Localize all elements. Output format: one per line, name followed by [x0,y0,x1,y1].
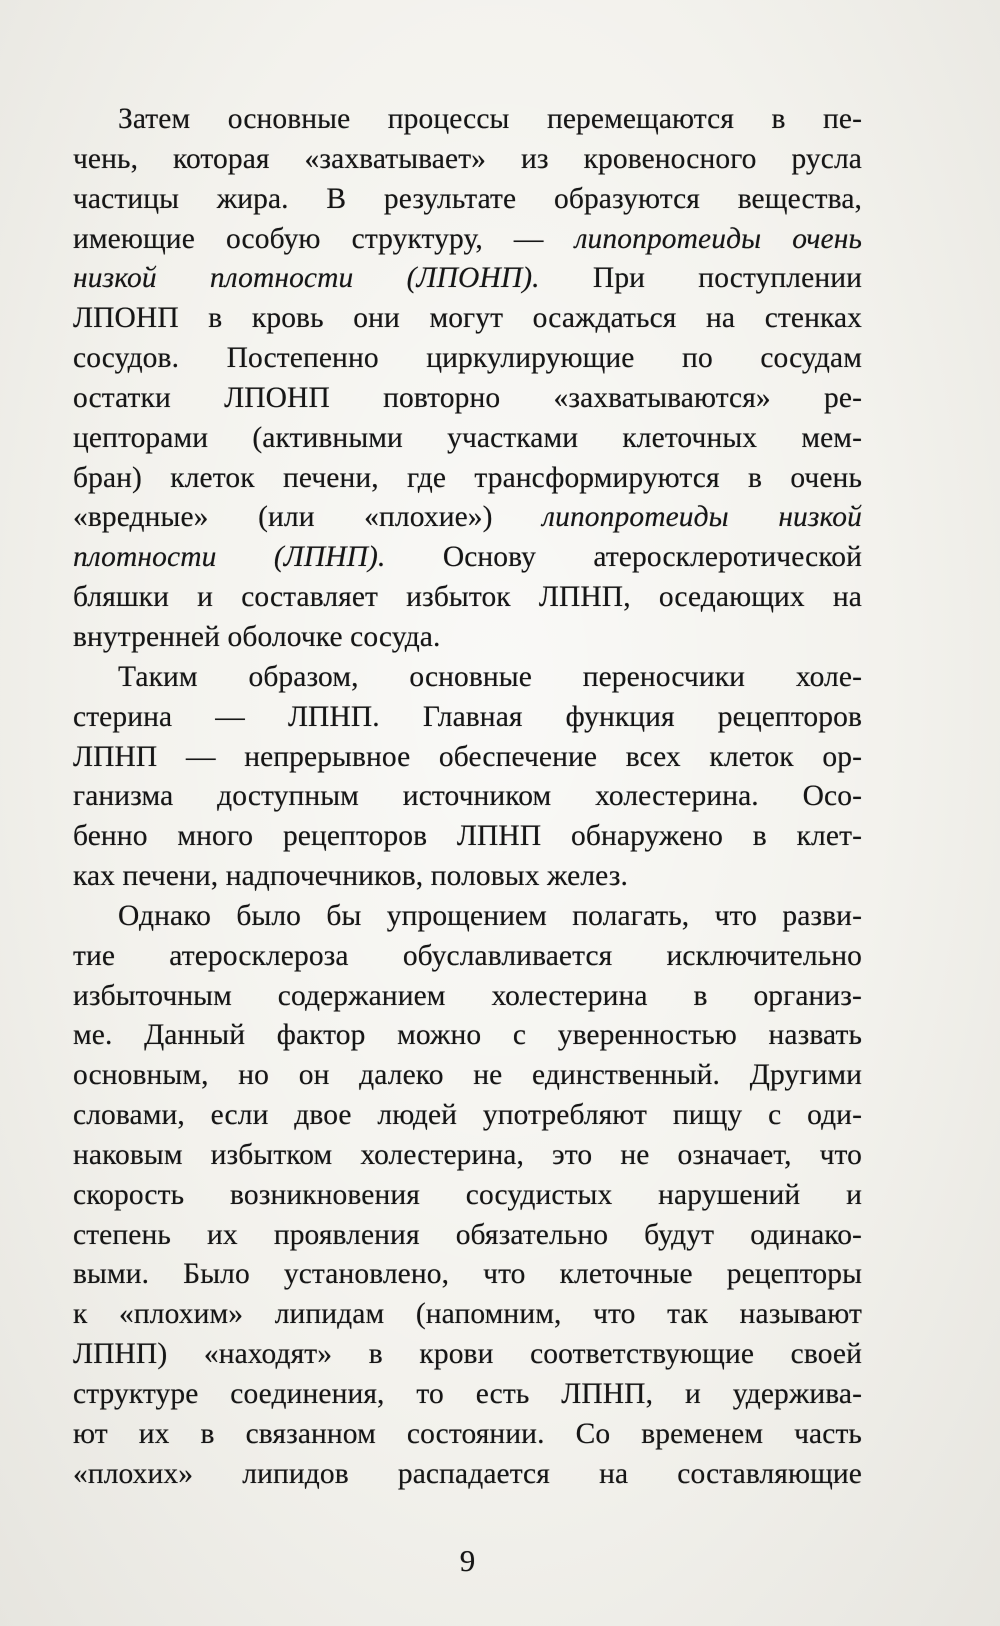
text-segment: Затем основные процессы перемещаются в пе- [118,103,862,135]
text-line [73,1136,862,1176]
text-segment: ме. Данный фактор можно с уверенностью назвать [73,1019,862,1052]
italic-text-segment: липопротеиды низкой [542,501,862,534]
text-line [73,1255,862,1295]
text-line [73,897,862,937]
text-line [73,1096,862,1136]
text-line [73,1295,862,1335]
text-segment: «вредные» (или «плохие») [73,501,543,534]
text-line [73,738,862,778]
text-line [73,937,862,977]
text-line [73,658,862,698]
text-segment: бенно много рецепторов ЛПНП обнаружено в клет- [73,820,862,853]
text-segment: При поступлении [539,262,862,295]
italic-text-segment: липопротеиды очень [574,222,862,255]
text-line [73,1176,862,1216]
text-line [73,498,862,538]
text-segment: ют их в связанном состоянии. Со временем часть [73,1417,862,1450]
text-line [73,817,862,857]
text-segment: ганизма доступным источником холестерина. Осо- [73,780,862,813]
text-segment: остатки ЛПОНП повторно «захватываются» ре- [73,381,862,414]
text-segment: выми. Было установлено, что клеточные рецепторы [73,1258,862,1291]
text-line [73,1016,862,1056]
italic-text-segment: плотности (ЛПНП). [73,541,386,574]
text-segment: избыточным содержанием холестерина в организ- [73,979,862,1012]
text-segment: стерина — ЛПНП. Главная функция рецепторов [73,700,862,733]
text-segment: основным, но он далеко не единственный. Другими [73,1059,862,1092]
text-segment: степень их проявления обязательно будут одинако- [73,1218,862,1251]
text-line [73,339,862,379]
text-segment: скорость возникновения сосудистых нарушений и [73,1178,862,1211]
text-segment: сосудов. Постепенно циркулирующие по сосудам [73,342,862,375]
paragraph [73,897,862,1495]
text-segment: ЛПНП) «находят» в крови соответствующие своей [73,1338,862,1371]
paragraph [73,658,862,897]
text-line [73,857,862,897]
text-line [73,1056,862,1096]
italic-text-segment: низкой плотности (ЛПОНП). [73,262,540,295]
text-segment: Основу атеросклеротической [385,541,862,574]
text-segment: тие атеросклероза обуславливается исключительно [73,939,862,972]
text-segment: ках печени, надпочечников, половых желез. [73,860,628,893]
text-line [73,259,862,299]
text-line [73,379,862,419]
text-segment: цепторами (активными участками клеточных мем- [73,421,862,454]
text-segment: к «плохим» липидам (напомним, что так называют [73,1298,862,1331]
text-line [73,1415,862,1455]
text-line [73,299,862,339]
text-line [73,698,862,738]
text-segment: имеющие особую структуру, — [73,222,575,255]
text-segment: «плохих» липидов распадается на составляющие [73,1457,862,1490]
text-segment: чень, которая «захватывает» из кровеносного русла [73,142,862,175]
text-segment: словами, если двое людей употребляют пищу с оди- [73,1099,862,1132]
text-segment: наковым избытком холестерина, это не означает, что [73,1138,862,1171]
text-segment: частицы жира. В результате образуются вещества, [73,182,862,215]
text-segment: Таким образом, основные переносчики холе- [118,660,862,693]
text-line [73,180,862,220]
text-line [73,1455,862,1495]
text-line [73,140,862,180]
text-line [73,419,862,459]
text-line [73,538,862,578]
text-line [73,777,862,817]
text-line [73,618,862,658]
text-segment: внутренней оболочке сосуда. [73,620,441,653]
text-line [73,578,862,618]
paragraph [73,100,862,658]
text-segment: Однако было бы упрощением полагать, что разви- [118,899,862,932]
text-segment: структуре соединения, то есть ЛПНП, и удержива- [73,1378,862,1410]
page-number: 9 [459,1543,476,1578]
text-segment: ЛПНП — непрерывное обеспечение всех клеток ор- [73,740,862,773]
text-segment: бран) клеток печени, где трансформируются в очень [73,461,862,494]
text-segment: ЛПОНП в кровь они могут осаждаться на стенках [73,302,862,335]
text-line [73,1375,862,1415]
text-line [73,1335,862,1375]
body-text [73,100,862,1495]
text-line [73,977,862,1017]
text-segment: бляшки и составляет избыток ЛПНП, оседающих на [73,581,862,614]
text-line [73,1216,862,1256]
text-line [73,100,862,140]
text-line [73,459,862,499]
text-line [73,220,862,260]
